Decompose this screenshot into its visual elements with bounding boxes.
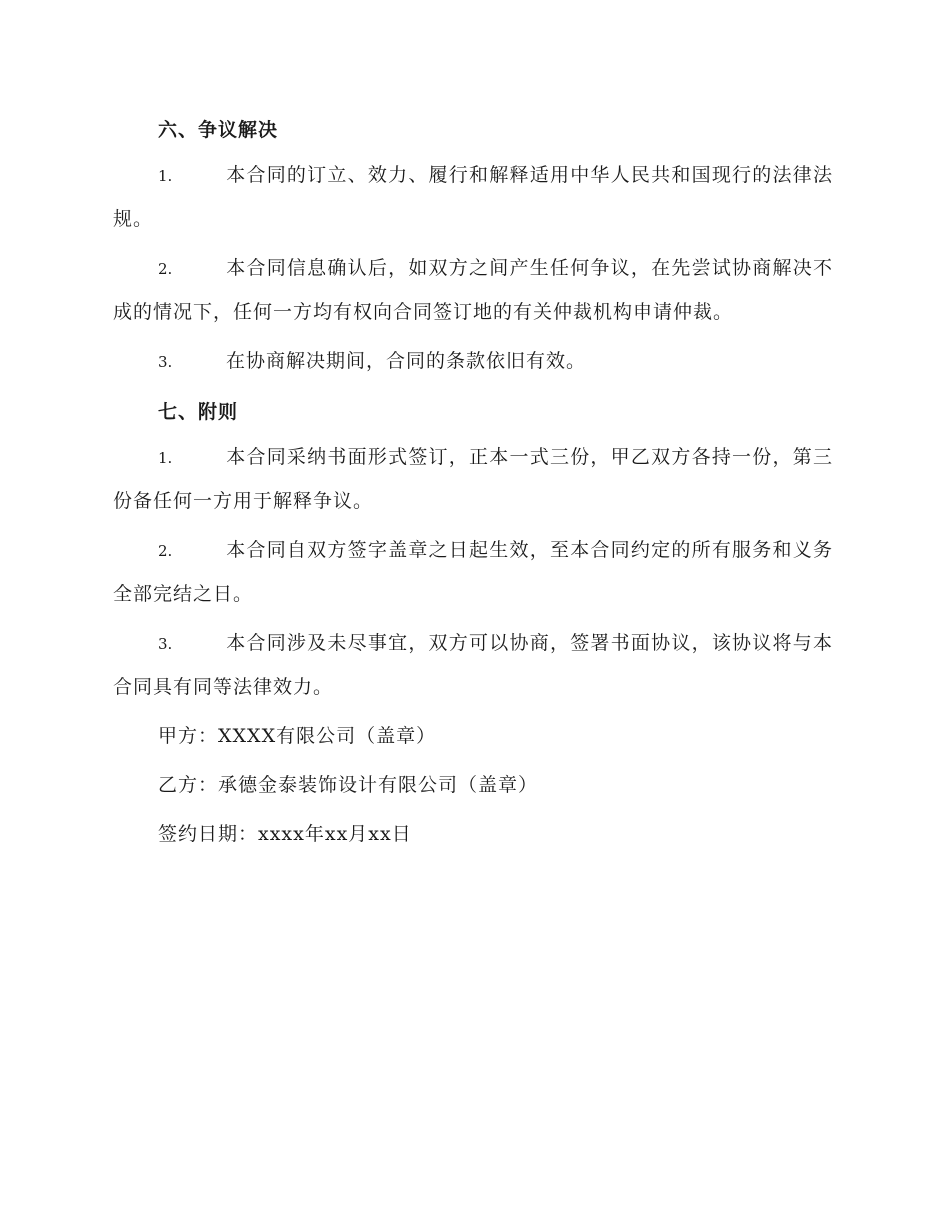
document-content <box>113 108 833 862</box>
clause-dispute-3 <box>113 340 833 384</box>
signature-date: 签约日期：xxxx年xx月xx日 <box>158 823 412 845</box>
clause-text: 本合同自双方签字盖章之日起生效，至本合同约定的所有服务和义务全部完结之日。 <box>113 539 833 605</box>
clause-number: 1. <box>158 449 173 467</box>
clause-number: 2. <box>158 542 173 560</box>
clause-dispute-2 <box>113 247 833 334</box>
clause-supplementary-2 <box>113 529 833 616</box>
section-heading-dispute: 六、争议解决 <box>158 119 279 141</box>
clause-text: 本合同涉及未尽事宜，双方可以协商，签署书面协议，该协议将与本合同具有同等法律效力。 <box>113 632 833 698</box>
clause-number: 1. <box>158 167 173 185</box>
clause-number: 3. <box>158 353 173 371</box>
clause-text: 本合同采纳书面形式签订，正本一式三份，甲乙双方各持一份，第三份备任何一方用于解释争议。 <box>113 446 833 512</box>
section-heading-supplementary: 七、附则 <box>158 401 239 423</box>
clause-supplementary-3 <box>113 622 833 709</box>
clause-supplementary-1 <box>113 436 833 523</box>
signature-party-a: 甲方：XXXX有限公司（盖章） <box>158 725 437 747</box>
clause-text: 本合同的订立、效力、履行和解释适用中华人民共和国现行的法律法规。 <box>113 164 833 230</box>
clause-number: 2. <box>158 260 173 278</box>
clause-number: 3. <box>158 635 173 653</box>
clause-dispute-1 <box>113 154 833 241</box>
clause-text: 在协商解决期间，合同的条款依旧有效。 <box>226 350 587 372</box>
signature-party-b: 乙方：承德金泰装饰设计有限公司（盖章） <box>158 774 539 796</box>
clause-text: 本合同信息确认后，如双方之间产生任何争议，在先尝试协商解决不成的情况下，任何一方均有权向合同签订地的有关仲裁机构申请仲裁。 <box>113 257 833 323</box>
